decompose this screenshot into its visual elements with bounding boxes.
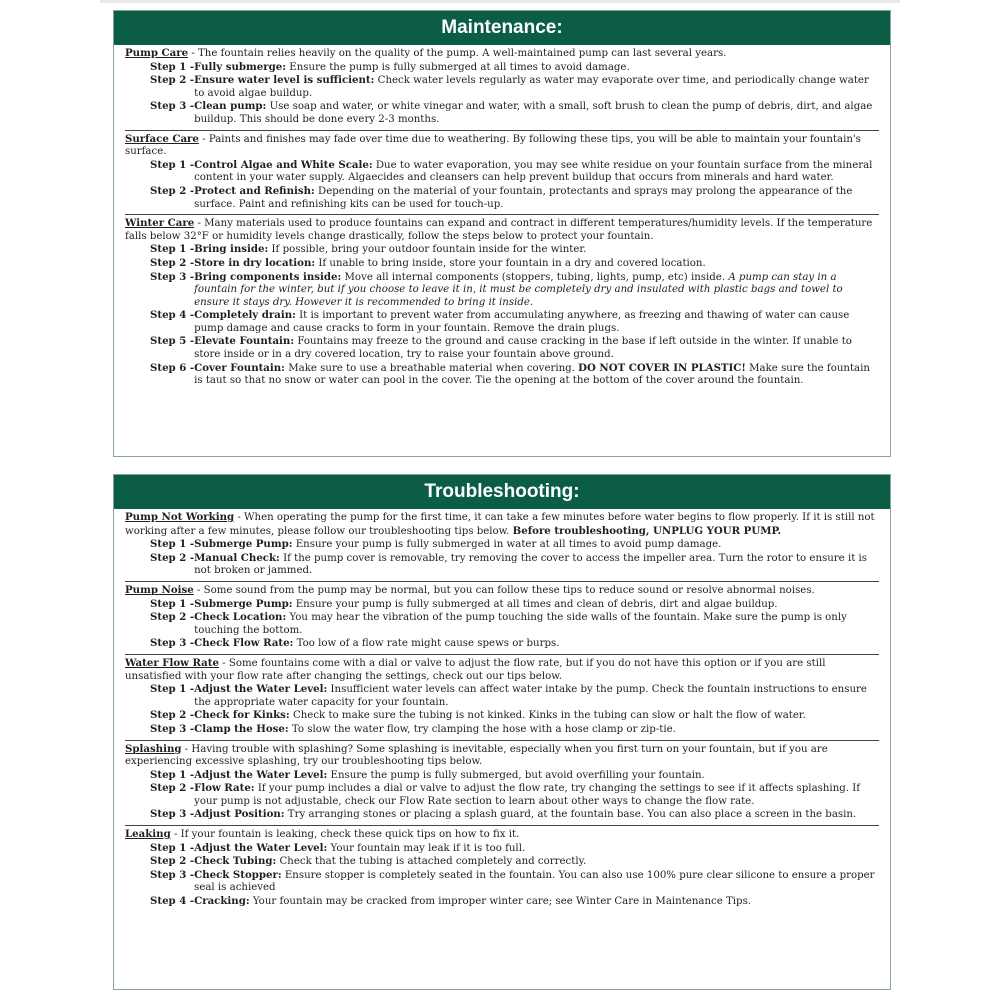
step-text (194, 869, 879, 895)
step-title: Fully submerge: (194, 60, 287, 73)
step-label: Step 3 - (150, 868, 195, 881)
step-description: It is important to prevent water from accumulating anywhere, as freezing and thawing of water can cause pump damage and cause cracks to form in your fountain. Remove the drain plugs. (194, 310, 850, 334)
step-text (194, 271, 879, 310)
step-label: Step 2 - (150, 74, 195, 87)
section-intro: Pump Noise - Some sound from the pump may be normal, but you can follow these tips to reduce sound or resolve abnormal noises. (125, 583, 815, 596)
step-title: Clean pump: (194, 100, 267, 113)
step-text (194, 683, 879, 709)
step-number: Step 3 (150, 100, 187, 113)
section-intro-text: Some fountains come with a dial or valve to adjust the flow rate, but if you do not have this option or if you are still unsatisfied with your flow rate after changing the settings, check out our tips below. (125, 657, 826, 682)
step-text (194, 723, 879, 737)
section-intro: Water Flow Rate - Some fountains come with a dial or valve to adjust the flow rate, but if you do not have this option or if you are still unsatisfied with your flow rate after changing the settings, check out our tips below. (125, 656, 826, 682)
step-label: Step 1 - (150, 683, 195, 696)
step-text (194, 74, 879, 100)
step-text (194, 362, 879, 388)
section-intro-text: The fountain relies heavily on the quality of the pump. A well-maintained pump can last several years. (198, 48, 727, 59)
step-row (125, 709, 879, 723)
step-title: Protect and Refinish: (194, 184, 315, 197)
step-row (125, 598, 879, 612)
step-text (194, 309, 879, 335)
step-label: Step 4 - (150, 309, 195, 322)
step-description: Depending on the material of your fountain, protectants and sprays may prolong the appearance of the surface. Paint and refinishing kits can be used for touch-up. (194, 185, 853, 210)
step-text (194, 769, 879, 783)
step-number: Step 1 (150, 538, 187, 551)
step-number: Step 1 (150, 768, 187, 781)
step-number: Step 3 (150, 722, 187, 735)
step-label: Step 1 - (150, 768, 195, 781)
step-row (125, 855, 879, 869)
step-number: Step 1 (150, 60, 187, 73)
step-description: Too low of a flow rate might cause spews or burps. (296, 638, 560, 650)
section-intro: Surface Care - Paints and finishes may fade over time due to weathering. By following these tips, you will be able to maintain your fountain's surface. (125, 132, 861, 158)
step-text (194, 895, 879, 909)
section-intro-text: Many materials used to produce fountains can expand and contract in different temperatures/humidity levels. If the temperature falls below 32°F or humidity levels change drastically, follow the steps below to protect your fountain. (125, 218, 873, 242)
step-row (125, 243, 879, 257)
step-title: Bring inside: (194, 243, 269, 256)
step-description: Ensure the pump is fully submerged, but avoid overfilling your fountain. (330, 769, 705, 781)
step-text (194, 100, 879, 126)
step-label: Step 3 - (150, 722, 195, 735)
step-text (194, 842, 879, 856)
step-label: Step 3 - (150, 100, 195, 113)
step-warning: DO NOT COVER IN PLASTIC! (578, 361, 746, 374)
troubleshooting-header: Troubleshooting: (114, 475, 890, 509)
step-number: Step 3 (150, 270, 187, 283)
step-label: Step 1 - (150, 841, 195, 854)
step-text (194, 611, 879, 637)
step-text (194, 598, 879, 612)
pump-not-working-section (125, 509, 879, 582)
step-title: Check Flow Rate: (194, 637, 294, 650)
step-number: Step 2 (150, 709, 187, 722)
step-text (194, 637, 879, 651)
step-text (194, 808, 879, 822)
step-number: Step 3 (150, 868, 187, 881)
step-text (194, 159, 879, 185)
step-number: Step 1 (150, 243, 187, 256)
step-number: Step 3 (150, 637, 187, 650)
step-number: Step 2 (150, 184, 187, 197)
step-description: Move all internal components (stoppers, tubing, lights, pump, etc) inside. (344, 271, 726, 283)
step-description: Make sure to use a breathable material when covering. (288, 362, 575, 374)
step-title: Adjust the Water Level: (194, 841, 328, 854)
step-description: Ensure your pump is fully submerged at all times and clean of debris, dirt and algae buildup. (295, 598, 778, 610)
step-label: Step 6 - (150, 361, 195, 374)
pump-care-section (125, 45, 879, 131)
pump-noise-section (125, 582, 879, 655)
section-intro: Leaking - If your fountain is leaking, check these quick tips on how to fix it. (125, 828, 520, 841)
step-label: Step 3 - (150, 808, 195, 821)
step-title: Ensure water level is sufficient: (194, 74, 375, 87)
section-intro-text: If your fountain is leaking, check these quick tips on how to fix it. (180, 829, 520, 841)
step-label: Step 5 - (150, 335, 195, 348)
step-description: Ensure the pump is fully submerged at all times to avoid damage. (289, 61, 630, 73)
step-row (125, 257, 879, 271)
step-label: Step 3 - (150, 270, 195, 283)
step-number: Step 5 (150, 335, 187, 348)
top-divider (100, 0, 900, 3)
section-intro: Pump Care - The fountain relies heavily on the quality of the pump. A well-maintained pump can last several years. (125, 47, 727, 59)
section-intro-text: Having trouble with splashing? Some splashing is inevitable, especially when you first turn on your fountain, but if you are experiencing excessive splashing, try our troubleshooting tips below. (125, 743, 828, 768)
step-number: Step 2 (150, 551, 187, 564)
step-row (125, 869, 879, 895)
step-row (125, 309, 879, 335)
step-title: Check Location: (194, 611, 287, 624)
step-row (125, 74, 879, 100)
step-number: Step 2 (150, 782, 187, 795)
section-title: Pump Not Working (125, 511, 235, 523)
step-number: Step 3 (150, 808, 187, 821)
step-label: Step 2 - (150, 184, 195, 197)
step-text (194, 257, 879, 271)
step-label: Step 1 - (150, 538, 195, 551)
step-text (194, 335, 879, 361)
step-row (125, 362, 879, 388)
section-title: Pump Noise (125, 583, 194, 596)
step-text (194, 243, 879, 257)
step-description: Check to make sure the tubing is not kinked. Kinks in the tubing can slow or halt the flow of water. (292, 710, 806, 722)
step-row (125, 271, 879, 310)
section-warning: Before troubleshooting, UNPLUG YOUR PUMP. (512, 524, 781, 537)
step-number: Step 4 (150, 895, 187, 908)
step-description: Check that the tubing is attached completely and correctly. (279, 856, 587, 868)
step-description: Check water levels regularly as water may evaporate over time, and periodically change water to avoid algae buildup. (194, 75, 869, 99)
step-text (194, 855, 879, 869)
step-number: Step 2 (150, 74, 187, 87)
step-number: Step 2 (150, 611, 187, 624)
step-row (125, 159, 879, 185)
step-description: If unable to bring inside, store your fountain in a dry and covered location. (318, 257, 706, 269)
step-number: Step 1 (150, 841, 187, 854)
step-number: Step 6 (150, 361, 187, 374)
step-row (125, 895, 879, 909)
water-flow-rate-section (125, 655, 879, 741)
step-number: Step 1 (150, 158, 187, 171)
step-title: Check Tubing: (194, 855, 277, 868)
step-row (125, 723, 879, 737)
step-label: Step 4 - (150, 895, 195, 908)
step-row (125, 842, 879, 856)
maintenance-panel (113, 10, 891, 457)
section-title: Water Flow Rate (125, 656, 219, 669)
step-title: Elevate Fountain: (194, 335, 295, 348)
step-label: Step 2 - (150, 782, 195, 795)
troubleshooting-panel (113, 474, 891, 990)
step-description: If your pump includes a dial or valve to adjust the flow rate, try changing the settings to see if it affects splashing. If your pump is not adjustable, check our Flow Rate section to learn about other ways to change the flow rate. (194, 783, 861, 807)
step-row (125, 100, 879, 126)
step-row (125, 611, 879, 637)
step-description: If the pump cover is removable, try removing the cover to access the impeller area. Turn the rotor to ensure it is not broken or jammed. (194, 552, 868, 577)
step-label: Step 1 - (150, 597, 195, 610)
step-note: A pump can stay in a fountain for the winter, but if you choose to leave it in, it must be completely dry and insulated with plastic bags and towel to ensure it stays dry. However it is recommended to bring it inside. (194, 271, 843, 308)
step-title: Completely drain: (194, 309, 296, 322)
step-description: To slow the water flow, try clamping the hose with a hose clamp or zip-tie. (291, 723, 676, 735)
troubleshooting-body (114, 509, 890, 912)
step-description: Use soap and water, or white vinegar and water, with a small, soft brush to clean the pump of debris, dirt, and algae buildup. This should be done every 2-3 months. (194, 101, 873, 125)
step-label: Step 1 - (150, 158, 195, 171)
section-title: Splashing (125, 742, 182, 755)
step-title: Flow Rate: (194, 782, 255, 795)
step-description: Due to water evaporation, you may see white residue on your fountain surface from the mineral content in your water supply. Algaecides and cleansers can help prevent buildup that occurs from minerals and hard water. (194, 159, 873, 184)
step-title: Check for Kinks: (194, 709, 290, 722)
step-number: Step 1 (150, 683, 187, 696)
surface-care-section (125, 131, 879, 216)
step-description: Try arranging stones or placing a splash guard, at the fountain base. You can also place a screen in the basin. (287, 809, 857, 821)
step-description: You may hear the vibration of the pump touching the side walls of the fountain. Make sure the pump is only touching the bottom. (194, 612, 847, 636)
step-title: Bring components inside: (194, 270, 342, 283)
step-description: Ensure your pump is fully submerged in water at all times to avoid pump damage. (295, 539, 722, 551)
leaking-section (125, 826, 879, 912)
step-text (194, 538, 879, 552)
step-title: Submerge Pump: (194, 597, 293, 610)
step-description: Insufficient water levels can affect water intake by the pump. Check the fountain instructions to ensure the appropriate water capacity for your fountain. (194, 684, 867, 708)
step-row (125, 782, 879, 808)
step-description: Your fountain may leak if it is too full. (330, 842, 526, 854)
step-title: Cracking: (194, 895, 250, 908)
winter-care-section (125, 215, 879, 391)
step-title: Adjust the Water Level: (194, 768, 328, 781)
section-intro: Winter Care - Many materials used to produce fountains can expand and contract in different temperatures/humidity levels. If the temperature falls below 32°F or humidity levels change drastically, follow the steps below to protect your fountain. (125, 217, 873, 242)
step-description-cont: Make sure the fountain is taut so that no snow or water can pool in the cover. Tie the opening at the bottom of the cover around the fountain. (194, 362, 870, 387)
step-title: Adjust the Water Level: (194, 683, 328, 696)
step-description: If possible, bring your outdoor fountain inside for the winter. (271, 244, 587, 256)
step-label: Step 1 - (150, 60, 195, 73)
step-text (194, 185, 879, 211)
step-label: Step 2 - (150, 551, 195, 564)
step-row (125, 335, 879, 361)
section-title: Leaking (125, 828, 171, 841)
step-title: Store in dry location: (194, 256, 316, 269)
step-text (194, 61, 879, 75)
step-description: Fountains may freeze to the ground and cause cracking in the base if left outside in the winter. If unable to store inside or in a dry covered location, try to raise your fountain above ground. (194, 336, 852, 361)
step-title: Submerge Pump: (194, 538, 293, 551)
maintenance-body (114, 45, 890, 391)
step-number: Step 2 (150, 256, 187, 269)
section-intro-text: Some sound from the pump may be normal, but you can follow these tips to reduce sound or resolve abnormal noises. (203, 584, 815, 596)
step-label: Step 2 - (150, 611, 195, 624)
step-title: Manual Check: (194, 551, 280, 564)
step-row (125, 185, 879, 211)
step-label: Step 2 - (150, 256, 195, 269)
step-row (125, 683, 879, 709)
step-title: Cover Fountain: (194, 361, 285, 374)
step-row (125, 552, 879, 578)
step-number: Step 2 (150, 855, 187, 868)
section-intro: Splashing - Having trouble with splashing? Some splashing is inevitable, especially when you first turn on your fountain, but if you are experiencing excessive splashing, try our troubleshooting tips below. (125, 742, 828, 768)
step-title: Adjust Position: (194, 808, 285, 821)
section-intro: Pump Not Working - When operating the pump for the first time, it can take a few minutes before water begins to flow properly. If it is still not working after a few minutes, please follow our troubleshooting tips below. Before troubleshooting, UNPLUG YOUR PUMP. (125, 511, 875, 537)
step-label: Step 2 - (150, 709, 195, 722)
section-title: Winter Care (125, 217, 195, 230)
step-label: Step 2 - (150, 855, 195, 868)
section-title: Pump Care (125, 47, 189, 59)
step-description: Ensure stopper is completely seated in the fountain. You can also use 100% pure clear silicone to ensure a proper seal is achieved (194, 869, 875, 894)
section-intro-text: When operating the pump for the first time, it can take a few minutes before water begins to flow properly. If it is still not working after a few minutes, please follow our troubleshooting tips below. (125, 512, 875, 537)
step-label: Step 3 - (150, 637, 195, 650)
step-label: Step 1 - (150, 243, 195, 256)
section-title: Surface Care (125, 132, 199, 145)
splashing-section (125, 741, 879, 827)
step-number: Step 4 (150, 309, 187, 322)
step-text (194, 709, 879, 723)
step-row (125, 61, 879, 75)
step-title: Clamp the Hose: (194, 722, 289, 735)
step-row (125, 808, 879, 822)
step-description: Your fountain may be cracked from improper winter care; see Winter Care in Maintenance Tips. (252, 896, 752, 908)
maintenance-header: Maintenance: (114, 11, 890, 45)
step-row (125, 769, 879, 783)
step-number: Step 1 (150, 597, 187, 610)
section-intro-text: Paints and finishes may fade over time due to weathering. By following these tips, you will be able to maintain your fountain's surface. (125, 133, 861, 158)
step-row (125, 538, 879, 552)
step-row (125, 637, 879, 651)
step-text (194, 552, 879, 578)
step-title: Check Stopper: (194, 868, 282, 881)
step-text (194, 782, 879, 808)
step-title: Control Algae and White Scale: (194, 158, 373, 171)
